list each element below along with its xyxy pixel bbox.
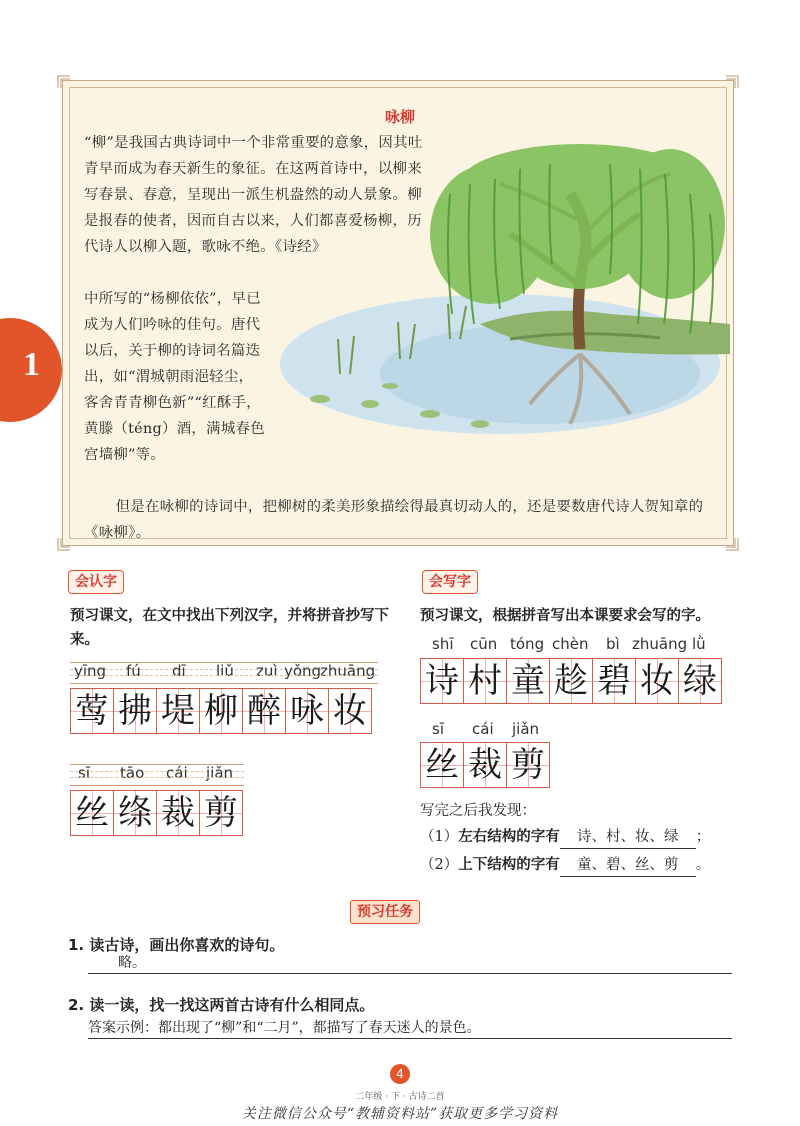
char-grid-recognize-2 [70, 790, 242, 836]
char-cell: 丝 [420, 742, 464, 788]
pinyin: tāo [120, 764, 145, 782]
char-cell: 丝 [70, 790, 114, 836]
char-cell: 妆 [328, 688, 372, 734]
char-cell: 柳 [199, 688, 243, 734]
reading-title: 咏柳 [384, 108, 415, 126]
footer-watermark-note: 关注微信公众号“教辅资料站”获取更多学习资料 [241, 1106, 559, 1122]
char-cell: 裁 [156, 790, 200, 836]
char-cell: 莺 [70, 688, 114, 734]
pinyin: liǔ [216, 662, 234, 680]
pinyin: yǒng [284, 662, 322, 680]
pinyin: cái [166, 764, 188, 782]
corner-ornament-icon [724, 74, 740, 90]
pinyin: shī [432, 635, 454, 653]
pinyin: jiǎn [512, 720, 540, 738]
char-cell: 村 [463, 658, 507, 704]
char-cell: 剪 [199, 790, 243, 836]
pinyin: tóng [510, 635, 545, 653]
chapter-number: 1 [23, 346, 40, 383]
discovery-title: 写完之后我发现： [420, 803, 536, 819]
corner-ornament-icon [56, 536, 72, 552]
pinyin: jiǎn [206, 764, 234, 782]
char-cell: 诗 [420, 658, 464, 704]
reading-paragraph-1: “柳”是我国古典诗词中一个非常重要的意象，因其吐青早而成为春天新生的象征。在这两首诗中，以柳来写春景、春意，呈现出一派生机盎然的动人景象。柳是报春的使者，因而自古以来，人们都喜爱杨柳，历代诗人以柳入题，歌咏不绝。《诗经》 [84, 135, 423, 255]
pinyin: zuì [256, 662, 278, 680]
pinyin: cái [472, 720, 494, 738]
pinyin: bì [606, 635, 620, 653]
recognize-instruction: 预习课文，在文中找出下列汉字，并将拼音抄写下来。 [70, 608, 389, 648]
pinyin: lǜ [692, 635, 706, 653]
discovery-answer: 童、碧、丝、剪 [560, 854, 696, 877]
char-grid-write-1 [420, 658, 721, 704]
corner-ornament-icon [724, 536, 740, 552]
char-cell: 碧 [592, 658, 636, 704]
char-cell: 咏 [285, 688, 329, 734]
reading-paragraph-1-cont: 中所写的“杨柳依依”，早已成为人们吟咏的佳句。唐代以后，关于柳的诗词名篇迭出，如“渭城朝雨浥轻尘，客舍青青柳色新”“红酥手，黄滕（téng）酒，满城春色宫墙柳”等。 [84, 291, 265, 463]
char-cell: 绦 [113, 790, 157, 836]
answer-line-2: 答案示例：都出现了“柳”和“二月”，都描写了春天迷人的景色。 [88, 1018, 732, 1039]
char-cell: 醉 [242, 688, 286, 734]
char-cell: 妆 [635, 658, 679, 704]
discovery-row-1 [420, 826, 710, 849]
punctuation: 。 [695, 857, 711, 873]
item-number: （2） [420, 857, 459, 873]
pinyin: sī [432, 720, 444, 738]
char-cell: 绿 [678, 658, 722, 704]
section-label-recognize: 会认字 [68, 570, 124, 594]
pinyin: chèn [552, 635, 589, 653]
corner-ornament-icon [56, 74, 72, 90]
char-cell: 拂 [113, 688, 157, 734]
page-number: 4 [390, 1064, 410, 1084]
char-cell: 趁 [549, 658, 593, 704]
section-label-write: 会写字 [422, 570, 478, 594]
pinyin: sī [78, 764, 90, 782]
discovery-answer: 诗、村、妆、绿 [560, 826, 696, 849]
pinyin: zhuāng [632, 635, 688, 653]
question-2: 2. 读一读，找一找这两首古诗有什么相同点。 [68, 996, 375, 1014]
char-cell: 童 [506, 658, 550, 704]
discovery-row-2 [420, 854, 710, 877]
discovery-label: 左右结构的字有 [458, 829, 560, 845]
pinyin: fú [126, 662, 141, 680]
item-number: （1） [420, 829, 459, 845]
char-grid-write-2 [420, 742, 549, 788]
pinyin: zhuāng [320, 662, 376, 680]
pinyin: dī [172, 662, 186, 680]
char-cell: 剪 [506, 742, 550, 788]
pinyin-lines-recognize-2 [70, 764, 244, 786]
footer-subtitle: 二年级 · 下 · 古诗二首 [355, 1092, 445, 1102]
section-label-tasks: 预习任务 [350, 900, 420, 924]
reading-paragraph-2: 但是在咏柳的诗词中，把柳树的柔美形象描绘得最真切动人的，还是要数唐代诗人贺知章的《咏柳》。 [84, 499, 704, 541]
chapter-tab [0, 318, 62, 422]
char-cell: 裁 [463, 742, 507, 788]
char-cell: 堤 [156, 688, 200, 734]
write-instruction: 预习课文，根据拼音写出本课要求会写的字。 [420, 608, 710, 624]
answer-line-1: 略。 [88, 953, 732, 974]
pinyin-lines-recognize-1 [70, 662, 378, 684]
char-grid-recognize-1 [70, 688, 371, 734]
punctuation: ； [695, 829, 711, 845]
discovery-label: 上下结构的字有 [458, 857, 560, 873]
question-1: 1. 读古诗，画出你喜欢的诗句。 [68, 936, 285, 954]
pinyin: cūn [470, 635, 498, 653]
pinyin: yīng [74, 662, 107, 680]
